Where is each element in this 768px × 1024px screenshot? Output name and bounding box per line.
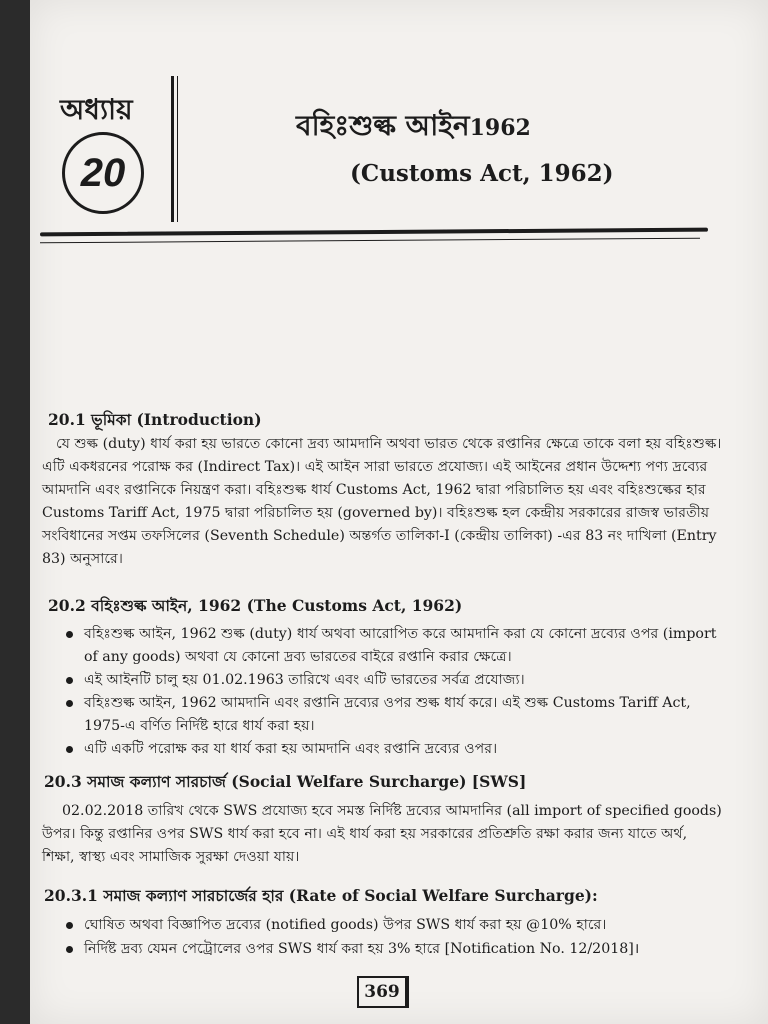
bullet-dot [66,677,73,684]
section-heading-20-1: 20.1 ভূমিকা (Introduction) [48,410,262,429]
paragraph-line: 83) অনুসারে। [42,551,123,567]
chapter-title-year: 1962 [469,115,531,141]
bullet-dot [66,746,73,753]
bullet-dot [66,922,73,929]
paragraph-line: 02.02.2018 তারিখ থেকে SWS প্রযোজ্য হবে সমস্ত নির্দিষ্ট দ্রব্যের আমদানির (all import of specified goods) [62,803,722,819]
bullet-text: নির্দিষ্ট দ্রব্য যেমন পেট্রোলের ওপর SWS ধার্য করা হয় 3% হারে [Notification No. 12/2018]। [84,941,640,957]
header-divider-thin [177,76,178,222]
paragraph-line: সংবিধানের সপ্তম তফসিলের (Seventh Schedule) অন্তর্গত তালিকা-I (কেন্দ্রীয় তালিকা) -এর 83 নং দাখিলা (Entry [42,528,717,544]
section-heading-20-3: 20.3 সমাজ কল্যাণ সারচার্জ (Social Welfare Surcharge) [SWS] [44,772,527,791]
bullet-text: 1975-এ বর্ণিত নির্দিষ্ট হারে ধার্য করা হয়। [84,718,315,734]
bullet-dot [66,946,73,953]
bullet-dot [66,631,73,638]
chapter-title [296,104,531,151]
header-divider [171,76,174,222]
bullet-text: বহিঃশুল্ক আইন, 1962 শুল্ক (duty) ধার্য অথবা আরোপিত করে আমদানি করা যে কোনো দ্রব্যের ওপর (import [84,626,717,642]
paragraph-line: যে শুল্ক (duty) ধার্য করা হয় ভারতে কোনো দ্রব্য আমদানি অথবা ভারত থেকে রপ্তানির ক্ষেত্রে তাকে বলা হয় বহিঃশুল্ক। [56,436,722,452]
paragraph-line: আমদানি এবং রপ্তানিকে নিয়ন্ত্রণ করা। বহিঃশুল্ক ধার্য Customs Act, 1962 দ্বারা পরিচালিত হয় এবং বহিঃশুল্কের হার [42,482,706,498]
paragraph-line: এটি একধরনের পরোক্ষ কর (Indirect Tax)। এই আইন সারা ভারতে প্রযোজ্য। এই আইনের প্রধান উদ্দেশ্য পণ্য দ্রব্যের [42,459,708,475]
bullet-text: ঘোষিত অথবা বিজ্ঞাপিত দ্রব্যের (notified goods) উপর SWS ধার্য করা হয় @10% হারে। [84,917,607,933]
chapter-title-bengali: বহিঃশুল্ক আইন [296,109,470,142]
paragraph-line: Customs Tariff Act, 1975 দ্বারা পরিচালিত হয় (governed by)। বহিঃশুল্ক হল কেন্দ্রীয় সরকারের রাজস্ব ভারতীয় [42,505,710,521]
bullet-text: of any goods) অথবা যে কোনো দ্রব্য ভারতের বাইরে রপ্তানি করার ক্ষেত্রে। [84,649,512,665]
chapter-subtitle: (Customs Act, 1962) [350,160,614,187]
bullet-text: বহিঃশুল্ক আইন, 1962 আমদানি এবং রপ্তানি দ্রব্যের ওপর শুল্ক ধার্য করে। এই শুল্ক Customs Tariff Act, [84,695,691,711]
chapter-number: 20 [62,132,144,214]
section-heading-20-3-1: 20.3.1 সমাজ কল্যাণ সারচার্জের হার (Rate of Social Welfare Surcharge): [44,886,598,905]
paragraph-line: শিক্ষা, স্বাস্থ্য এবং সামাজিক সুরক্ষা দেওয়া যায়। [42,849,300,865]
paragraph-line: উপর। কিন্তু রপ্তানির ওপর SWS ধার্য করা হবে না। এই ধার্য করা হয় সরকারের প্রতিশ্রুতি রক্ষা করার জন্য যাতে অর্থ, [42,826,688,842]
bullet-text: এই আইনটি চালু হয় 01.02.1963 তারিখে এবং এটি ভারতের সর্বত্র প্রযোজ্য। [84,672,525,688]
section-heading-20-2: 20.2 বহিঃশুল্ক আইন, 1962 (The Customs Act, 1962) [48,596,463,615]
bullet-text: এটি একটি পরোক্ষ কর যা ধার্য করা হয় আমদানি এবং রপ্তানি দ্রব্যের ওপর। [84,741,498,757]
page-number: 369 [357,976,409,1008]
chapter-label: অধ্যায় [60,93,133,126]
bullet-dot [66,700,73,707]
